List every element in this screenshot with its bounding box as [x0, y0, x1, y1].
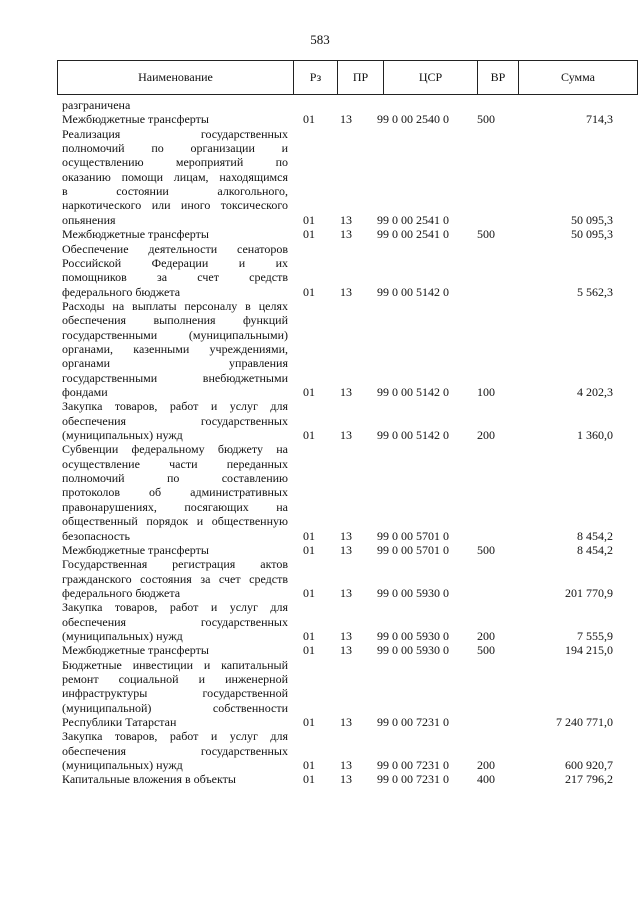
row-pr: 13	[340, 284, 352, 299]
row-name-line: разграничена	[62, 98, 131, 112]
row-sum: 50 095,3	[571, 227, 613, 242]
header-rz: Рз	[294, 61, 338, 95]
row-name-line: (муниципальных) нужд	[62, 628, 183, 643]
row-name-line: Закупка товаров, работ и услуг для	[62, 600, 288, 615]
row-rz: 01	[303, 772, 315, 787]
row-csr: 99 0 00 2541 0	[377, 212, 449, 227]
row-pr: 13	[340, 112, 352, 127]
row-name-line: осуществление части переданных	[62, 456, 288, 471]
row-csr: 99 0 00 5701 0	[377, 542, 449, 557]
row-sum: 5 562,3	[577, 284, 613, 299]
row-csr: 99 0 00 5142 0	[377, 284, 449, 299]
row-name-line: Капитальные вложения в объекты	[62, 772, 236, 787]
row-pr: 13	[340, 715, 352, 730]
row-sum: 201 770,9	[565, 585, 613, 600]
row-name-line: Расходы на выплаты персоналу в целях	[62, 298, 288, 313]
row-name-line: обеспечения выполнения функций	[62, 313, 288, 328]
row-rz: 01	[303, 284, 315, 299]
row-rz: 01	[303, 585, 315, 600]
row-name-line: Бюджетные инвестиции и капитальный	[62, 657, 288, 672]
row-pr: 13	[340, 643, 352, 658]
row-vr: 500	[477, 542, 495, 557]
header-vr: ВР	[478, 61, 519, 95]
row-vr: 500	[477, 227, 495, 242]
row-name-line: оказанию помощи лицам, находящимся	[62, 169, 288, 184]
page-number: 583	[310, 32, 330, 47]
row-vr: 500	[477, 643, 495, 658]
row-vr: 400	[477, 772, 495, 787]
row-sum: 8 454,2	[577, 542, 613, 557]
row-csr: 99 0 00 7231 0	[377, 772, 449, 787]
row-sum: 7 240 771,0	[556, 715, 613, 730]
row-rz: 01	[303, 227, 315, 242]
row-pr: 13	[340, 628, 352, 643]
row-name-line: Обеспечение деятельности сенаторов	[62, 241, 288, 256]
row-name-line: обеспечения государственных	[62, 614, 288, 629]
row-csr: 99 0 00 5142 0	[377, 428, 449, 443]
row-name-line: федерального бюджета	[62, 585, 181, 600]
row-rz: 01	[303, 643, 315, 658]
row-name-line: наркотического или иного токсического	[62, 198, 288, 213]
row-name-line: полномочий по составлению	[62, 471, 288, 486]
row-pr: 13	[340, 212, 352, 227]
row-name-line: государственными внебюджетными	[62, 370, 288, 385]
row-name-line: (муниципальных) нужд	[62, 758, 183, 773]
header-pr: ПР	[338, 61, 384, 95]
row-name-line: (муниципальной) собственности	[62, 700, 288, 715]
row-csr: 99 0 00 5930 0	[377, 628, 449, 643]
row-rz: 01	[303, 428, 315, 443]
row-name-line: Закупка товаров, работ и услуг для	[62, 399, 288, 414]
row-sum: 7 555,9	[577, 628, 613, 643]
row-rz: 01	[303, 385, 315, 399]
row-pr: 13	[340, 227, 352, 242]
row-name-line: помощников за счет средств	[62, 270, 288, 285]
row-csr: 99 0 00 5142 0	[377, 385, 449, 399]
row-name-line: Межбюджетные трансферты	[62, 542, 209, 557]
row-pr: 13	[340, 585, 352, 600]
row-name-line: органами, казенными учреждениями,	[62, 341, 288, 356]
row-vr: 500	[477, 112, 495, 127]
row-sum: 194 215,0	[565, 643, 613, 658]
row-vr: 200	[477, 758, 495, 773]
row-csr: 99 0 00 5930 0	[377, 643, 449, 658]
header-sum: Сумма	[519, 61, 638, 95]
row-rz: 01	[303, 528, 315, 543]
row-sum: 1 360,0	[577, 428, 613, 443]
row-rz: 01	[303, 112, 315, 127]
row-name-line: Межбюджетные трансферты	[62, 227, 209, 242]
row-name-line: Республики Татарстан	[62, 715, 177, 730]
row-name-line: (муниципальных) нужд	[62, 428, 183, 443]
row-sum: 600 920,7	[565, 758, 613, 773]
row-csr: 99 0 00 5930 0	[377, 585, 449, 600]
row-name-line: государственными (муниципальными)	[62, 327, 288, 342]
row-vr: 200	[477, 628, 495, 643]
row-name-line: обеспечения государственных	[62, 413, 288, 428]
row-name-line: Межбюджетные трансферты	[62, 112, 209, 127]
row-name-line: Субвенции федеральному бюджету на	[62, 442, 288, 457]
row-name-line: полномочий по организации и	[62, 141, 288, 156]
row-pr: 13	[340, 758, 352, 773]
row-sum: 217 796,2	[565, 772, 613, 787]
row-name-line: Межбюджетные трансферты	[62, 643, 209, 658]
row-name-line: ремонт социальной и инженерной	[62, 672, 288, 686]
row-name-line: федерального бюджета	[62, 284, 181, 299]
row-sum: 4 202,3	[577, 385, 613, 399]
row-sum: 8 454,2	[577, 528, 613, 543]
row-name-line: безопасность	[62, 528, 130, 543]
row-vr: 100	[477, 385, 495, 399]
row-rz: 01	[303, 628, 315, 643]
row-name-line: общественный порядок и общественную	[62, 514, 288, 529]
row-rz: 01	[303, 542, 315, 557]
row-csr: 99 0 00 2540 0	[377, 112, 449, 127]
row-name-line: фондами	[62, 385, 108, 399]
row-name-line: правонарушениях, посягающих на	[62, 499, 288, 514]
row-name-line: осуществлению мероприятий по	[62, 155, 288, 170]
row-csr: 99 0 00 7231 0	[377, 758, 449, 773]
row-csr: 99 0 00 5701 0	[377, 528, 449, 543]
row-rz: 01	[303, 758, 315, 773]
row-name-line: Закупка товаров, работ и услуг для	[62, 729, 288, 744]
row-pr: 13	[340, 385, 352, 399]
row-csr: 99 0 00 7231 0	[377, 715, 449, 730]
row-pr: 13	[340, 542, 352, 557]
row-name-line: в состоянии алкогольного,	[62, 184, 288, 199]
row-name-line: гражданского состояния за счет средств	[62, 571, 288, 586]
row-csr: 99 0 00 2541 0	[377, 227, 449, 242]
row-name-line: органами управления	[62, 356, 288, 371]
row-rz: 01	[303, 212, 315, 227]
row-sum: 50 095,3	[571, 212, 613, 227]
row-name-line: инфраструктуры государственной	[62, 686, 288, 701]
row-pr: 13	[340, 528, 352, 543]
row-vr: 200	[477, 428, 495, 443]
row-pr: 13	[340, 428, 352, 443]
row-rz: 01	[303, 715, 315, 730]
row-name-line: Реализация государственных	[62, 126, 288, 141]
row-sum: 714,3	[586, 112, 613, 127]
row-name-line: Российской Федерации и их	[62, 255, 288, 270]
header-name: Наименование	[58, 61, 294, 95]
row-name-line: протоколов об административных	[62, 485, 288, 500]
row-name-line: опьянения	[62, 212, 116, 227]
row-name-line: Государственная регистрация актов	[62, 557, 288, 572]
header-csr: ЦСР	[384, 61, 478, 95]
row-name-line: обеспечения государственных	[62, 743, 288, 758]
row-pr: 13	[340, 772, 352, 787]
